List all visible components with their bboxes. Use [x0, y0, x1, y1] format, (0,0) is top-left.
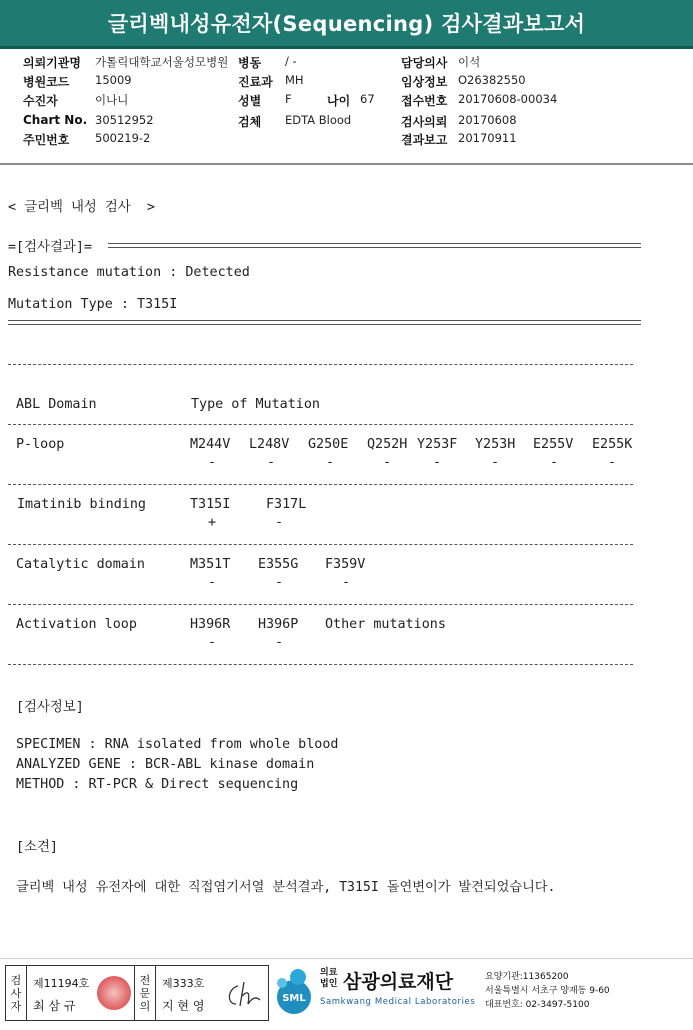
- institution-label: 의뢰기관명: [23, 56, 81, 70]
- table-header-type: Type of Mutation: [191, 397, 320, 412]
- report-date-value: 20170911: [458, 131, 517, 145]
- report-title: 글리벡내성유전자(Sequencing) 검사결과보고서: [107, 12, 586, 36]
- mutation-result: -: [325, 455, 335, 470]
- mutation-result: -: [607, 455, 617, 470]
- org-phone: 대표번호: 02-3497-5100: [485, 1000, 590, 1010]
- ward-value: / -: [285, 54, 297, 68]
- opinion-text: 글리벡 내성 유전자에 대한 직접염기서열 분석결과, T315I 돌연변이가 발견되었습니다.: [16, 880, 556, 895]
- sex-label: 성별: [238, 94, 262, 108]
- id-label: 주민번호: [23, 133, 70, 147]
- table-header-domain: ABL Domain: [16, 397, 97, 412]
- mutation-name: G250E: [308, 437, 349, 452]
- mutation-result: -: [274, 575, 284, 590]
- domain-label: Activation loop: [16, 617, 137, 632]
- info-row: [0, 92, 693, 111]
- mutation-name: H396P: [258, 617, 299, 632]
- report-title-bar: [0, 0, 693, 49]
- examiner-license: 제11194호: [33, 977, 90, 990]
- mutation-name: T315I: [190, 497, 231, 512]
- domain-label: Catalytic domain: [16, 557, 145, 572]
- mutation-name: Y253H: [475, 437, 516, 452]
- chart-value: 30512952: [95, 113, 154, 127]
- examiner-seal-icon: [97, 976, 131, 1010]
- specimen-line: SPECIMEN : RNA isolated from whole blood: [16, 737, 339, 752]
- signature-icon: [224, 978, 264, 1012]
- dept-label: 진료과: [238, 75, 273, 89]
- institution-value: 가톨릭대학교서울성모병원: [95, 55, 229, 69]
- mutation-name: H396R: [190, 617, 231, 632]
- opinion-header: [소견]: [16, 840, 58, 855]
- info-row: [0, 54, 693, 73]
- dashed-rule: [8, 664, 633, 665]
- mutation-name: Y253F: [417, 437, 458, 452]
- receipt-label: 접수번호: [401, 94, 448, 108]
- results-header: =[검사결과]=: [8, 240, 92, 255]
- domain-label: P-loop: [16, 437, 65, 452]
- mutation-result: -: [207, 635, 217, 650]
- patient-value: 이나니: [95, 93, 129, 107]
- info-row: [0, 131, 693, 150]
- sml-logo-text: SML: [282, 993, 306, 1004]
- physician-value: 이석: [458, 55, 481, 69]
- mutation-result: -: [549, 455, 559, 470]
- org-english-name: Samkwang Medical Laboratories: [320, 997, 476, 1007]
- mutation-result: -: [341, 575, 351, 590]
- mutation-name: M351T: [190, 557, 231, 572]
- clinical-label: 임상정보: [401, 75, 448, 89]
- sml-logo-icon: [272, 967, 316, 1015]
- org-address: 서울특별시 서초구 양재동 9-60: [485, 986, 610, 996]
- info-row: [0, 113, 693, 132]
- resistance-line: Resistance mutation : Detected: [8, 265, 250, 280]
- dashed-rule: [8, 544, 633, 545]
- mutation-name: E355G: [258, 557, 299, 572]
- domain-label: Imatinib binding: [17, 497, 146, 512]
- mutation-result: -: [490, 455, 500, 470]
- info-divider: [0, 163, 693, 165]
- dashed-rule: [8, 484, 633, 485]
- age-value: 67: [360, 92, 375, 106]
- mutation-result-positive: +: [207, 515, 217, 530]
- report-date-label: 결과보고: [401, 133, 448, 147]
- dashed-rule: [8, 364, 633, 365]
- id-value: 500219-2: [95, 131, 151, 145]
- examiner-label: 검사자: [6, 966, 27, 1020]
- specialist-label: 전문의: [134, 966, 156, 1020]
- info-header: [검사정보]: [16, 700, 84, 715]
- org-code: 요양기관:11365200: [485, 972, 569, 982]
- mutation-result: -: [432, 455, 442, 470]
- request-value: 20170608: [458, 113, 517, 127]
- examiner-name: 최 삼 규: [33, 999, 76, 1013]
- mutation-result: -: [274, 635, 284, 650]
- mutation-result: -: [382, 455, 392, 470]
- report-footer: [0, 958, 693, 1030]
- mutation-result: -: [207, 455, 217, 470]
- receipt-value: 20170608-00034: [458, 92, 558, 106]
- request-label: 검사의뢰: [401, 115, 448, 129]
- mutation-name: M244V: [190, 437, 231, 452]
- dashed-rule: [8, 424, 633, 425]
- mutation-name: F317L: [266, 497, 307, 512]
- info-row: [0, 73, 693, 92]
- mutation-name: F359V: [325, 557, 366, 572]
- chart-label: Chart No.: [23, 113, 88, 127]
- physician-label: 담당의사: [401, 56, 448, 70]
- section-title: < 글리벡 내성 검사 >: [8, 200, 155, 215]
- mutation-result: -: [207, 575, 217, 590]
- specimen-value: EDTA Blood: [285, 113, 352, 127]
- specialist-license: 제333호: [162, 977, 205, 990]
- double-rule: [108, 243, 641, 248]
- mutation-name: E255K: [592, 437, 633, 452]
- specimen-label: 검체: [238, 115, 262, 129]
- method-line: METHOD : RT-PCR & Direct sequencing: [16, 777, 299, 792]
- patient-label: 수진자: [23, 94, 58, 108]
- dept-value: MH: [285, 73, 304, 87]
- age-label: 나이: [327, 94, 351, 108]
- analyzed-gene-line: ANALYZED GENE : BCR-ABL kinase domain: [16, 757, 315, 772]
- double-rule: [8, 320, 641, 325]
- mutation-type-line: Mutation Type : T315I: [8, 297, 178, 312]
- mutation-name: L248V: [249, 437, 290, 452]
- clinical-value: O26382550: [458, 73, 526, 87]
- hospital-code-label: 병원코드: [23, 75, 70, 89]
- org-name: 삼광의료재단: [343, 971, 454, 993]
- org-prefix: 의료 법인: [320, 968, 338, 989]
- mutation-name: Other mutations: [325, 617, 446, 632]
- mutation-name: Q252H: [367, 437, 408, 452]
- ward-label: 병동: [238, 56, 262, 70]
- sex-value: F: [285, 92, 292, 106]
- mutation-result: -: [274, 515, 284, 530]
- mutation-result: -: [266, 455, 276, 470]
- signature-box: [5, 965, 269, 1021]
- mutation-name: E255V: [533, 437, 574, 452]
- dashed-rule: [8, 604, 633, 605]
- hospital-code-value: 15009: [95, 73, 132, 87]
- patient-info: [0, 52, 693, 162]
- specialist-name: 지 현 영: [162, 999, 205, 1013]
